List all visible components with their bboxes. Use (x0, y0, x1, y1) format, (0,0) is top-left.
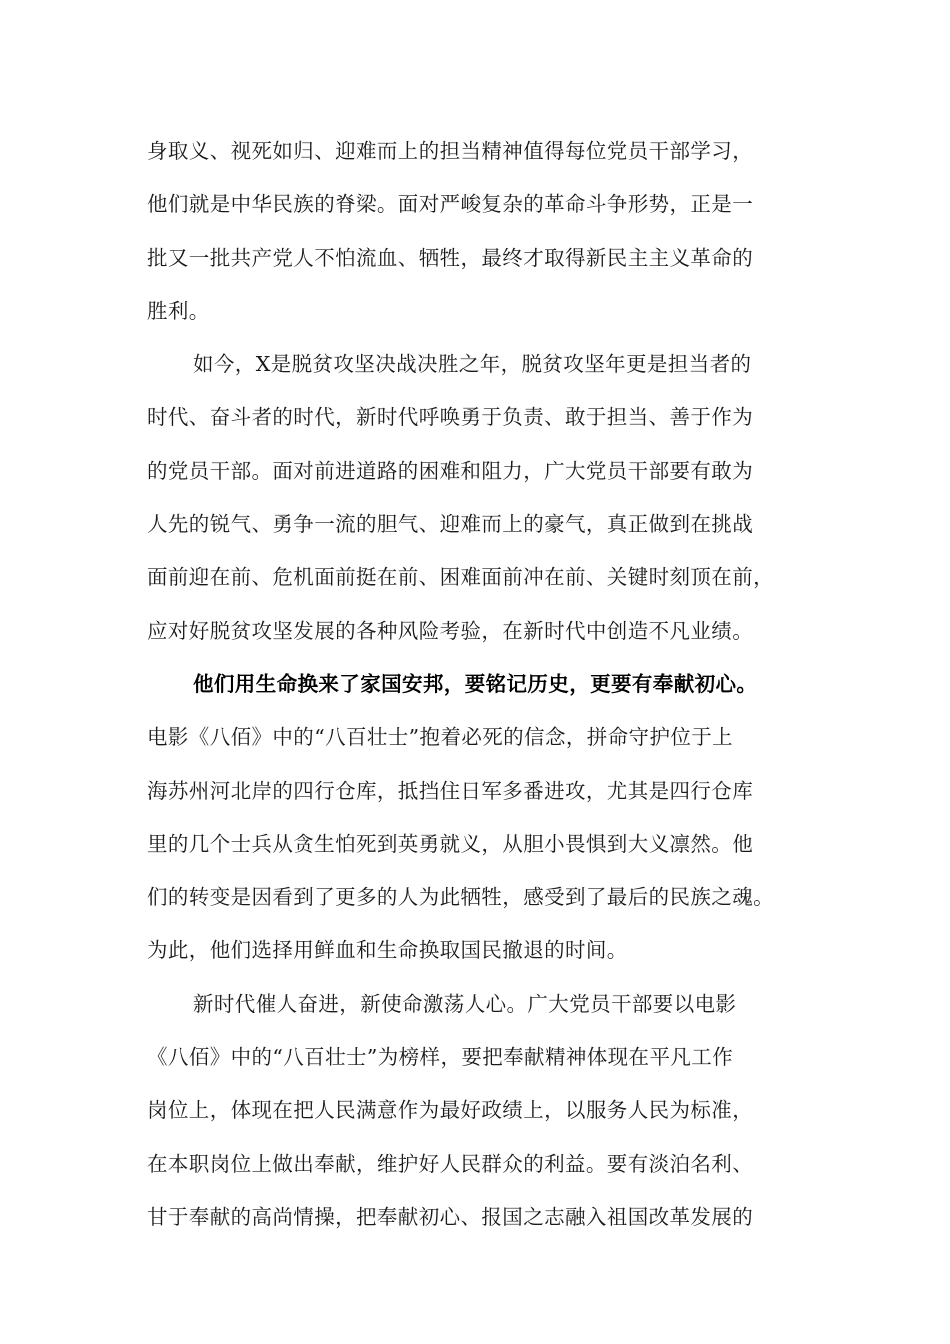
text-line: 面前迎在前、危机面前挺在前、困难面前冲在前、关键时刻顶在前， (147, 565, 774, 590)
text-line: 《八佰》中的“八百壮士”为榜样，要把奉献精神体现在平凡工作 (147, 1045, 734, 1070)
document-body (147, 125, 827, 1244)
section-heading: 他们用生命换来了家国安邦，要铭记历史，更要有奉献初心。 (193, 671, 758, 696)
text-line: 批又一批共产党人不怕流血、牺牲，最终才取得新民主主义革命的 (147, 245, 754, 270)
text-line: 电影《八佰》中的“八百壮士”抱着必死的信念，拼命守护位于上 (147, 725, 734, 750)
text-line: 时代、奋斗者的时代，新时代呼唤勇于负责、敢于担当、善于作为 (147, 405, 754, 430)
text-line: 他们就是中华民族的脊梁。面对严峻复杂的革命斗争形势，正是一 (147, 192, 754, 217)
text-line: 岗位上，体现在把人民满意作为最好政绩上，以服务人民为标准， (147, 1098, 754, 1123)
text-line: 胜利。 (147, 298, 210, 323)
text-line: 们的转变是因看到了更多的人为此牺牲，感受到了最后的民族之魂。 (147, 885, 774, 910)
text-line: 里的几个士兵从贪生怕死到英勇就义，从胆小畏惧到大义凛然。他 (147, 831, 754, 856)
paragraph-first-line: 如今，X是脱贫攻坚决战决胜之年，脱贫攻坚年更是担当者的 (193, 352, 752, 377)
text-line: 身取义、视死如归、迎难而上的担当精神值得每位党员干部学习， (147, 139, 754, 163)
text-line: 海苏州河北岸的四行仓库，抵挡住日军多番进攻，尤其是四行仓库 (147, 778, 754, 803)
paragraph-first-line: 新时代催人奋进，新使命激荡人心。广大党员干部要以电影 (193, 991, 737, 1016)
text-line: 应对好脱贫攻坚发展的各种风险考验，在新时代中创造不凡业绩。 (147, 618, 754, 643)
text-line: 的党员干部。面对前进道路的困难和阻力，广大党员干部要有敢为 (147, 458, 754, 483)
text-line: 人先的锐气、勇争一流的胆气、迎难而上的豪气，真正做到在挑战 (147, 512, 754, 537)
text-line: 甘于奉献的高尚情操，把奉献初心、报国之志融入祖国改革发展的 (147, 1204, 754, 1229)
text-line: 为此，他们选择用鲜血和生命换取国民撤退的时间。 (147, 938, 628, 963)
text-line: 在本职岗位上做出奉献，维护好人民群众的利益。要有淡泊名利、 (147, 1151, 754, 1176)
